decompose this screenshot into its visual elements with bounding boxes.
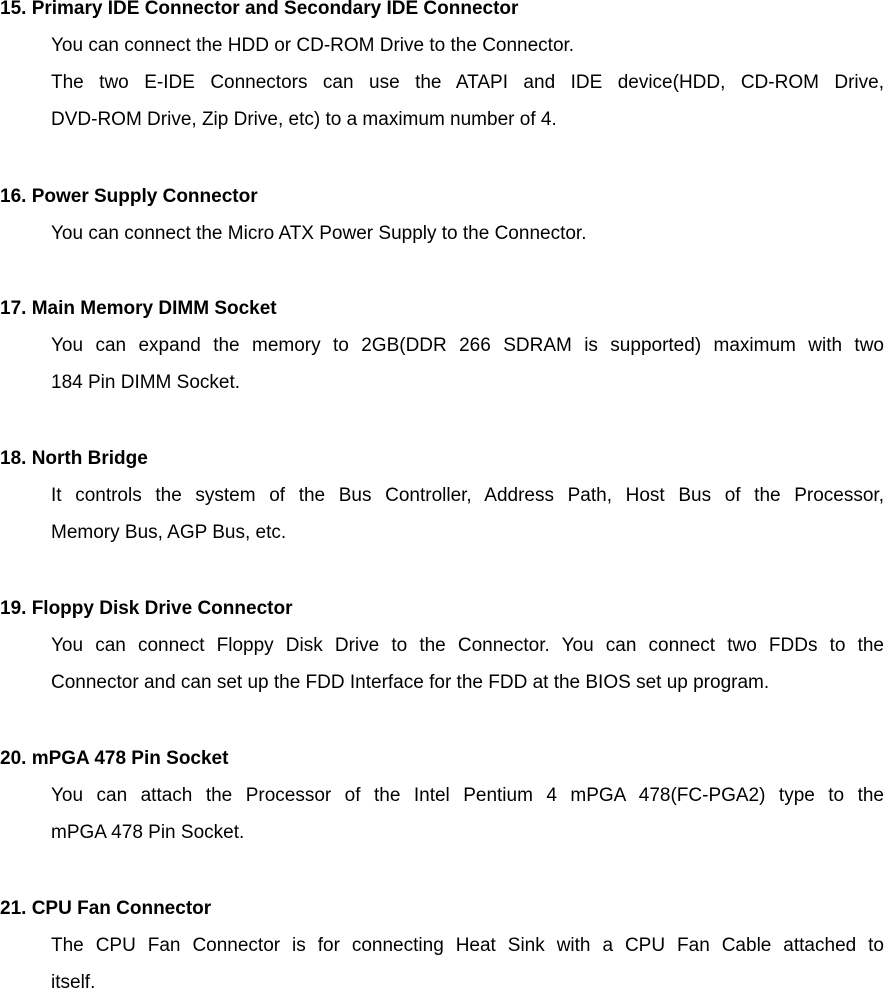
body-line: Connector and can set up the FDD Interface for the FDD at the BIOS set up program. (51, 672, 770, 693)
body-line: The two E-IDE Connectors can use the ATAPI and IDE device(HDD, CD-ROM Drive, (51, 72, 884, 93)
section-heading: 21. CPU Fan Connector (0, 898, 212, 919)
body-line: You can connect Floppy Disk Drive to the Connector. You can connect two FDDs to the (51, 635, 884, 656)
body-line: You can connect the Micro ATX Power Supply to the Connector. (51, 223, 587, 244)
section-heading: 18. North Bridge (0, 448, 148, 469)
body-line: 184 Pin DIMM Socket. (51, 372, 241, 393)
section-heading: 20. mPGA 478 Pin Socket (0, 748, 229, 769)
body-line: You can connect the HDD or CD-ROM Drive to the Connector. (51, 35, 575, 56)
body-line: It controls the system of the Bus Controller, Address Path, Host Bus of the Processor, (51, 485, 884, 506)
body-line: itself. (51, 972, 96, 993)
body-line: You can attach the Processor of the Intel Pentium 4 mPGA 478(FC-PGA2) type to the (51, 785, 884, 806)
body-line: DVD-ROM Drive, Zip Drive, etc) to a maximum number of 4. (51, 109, 557, 130)
section-heading: 19. Floppy Disk Drive Connector (0, 598, 293, 619)
body-line: mPGA 478 Pin Socket. (51, 822, 245, 843)
body-line: You can expand the memory to 2GB(DDR 266 SDRAM is supported) maximum with two (51, 335, 884, 356)
section-heading: 16. Power Supply Connector (0, 186, 258, 207)
body-line: The CPU Fan Connector is for connecting Heat Sink with a CPU Fan Cable attached to (51, 935, 884, 956)
body-line: Memory Bus, AGP Bus, etc. (51, 522, 287, 543)
section-heading: 15. Primary IDE Connector and Secondary IDE Connector (0, 0, 519, 19)
section-heading: 17. Main Memory DIMM Socket (0, 298, 277, 319)
